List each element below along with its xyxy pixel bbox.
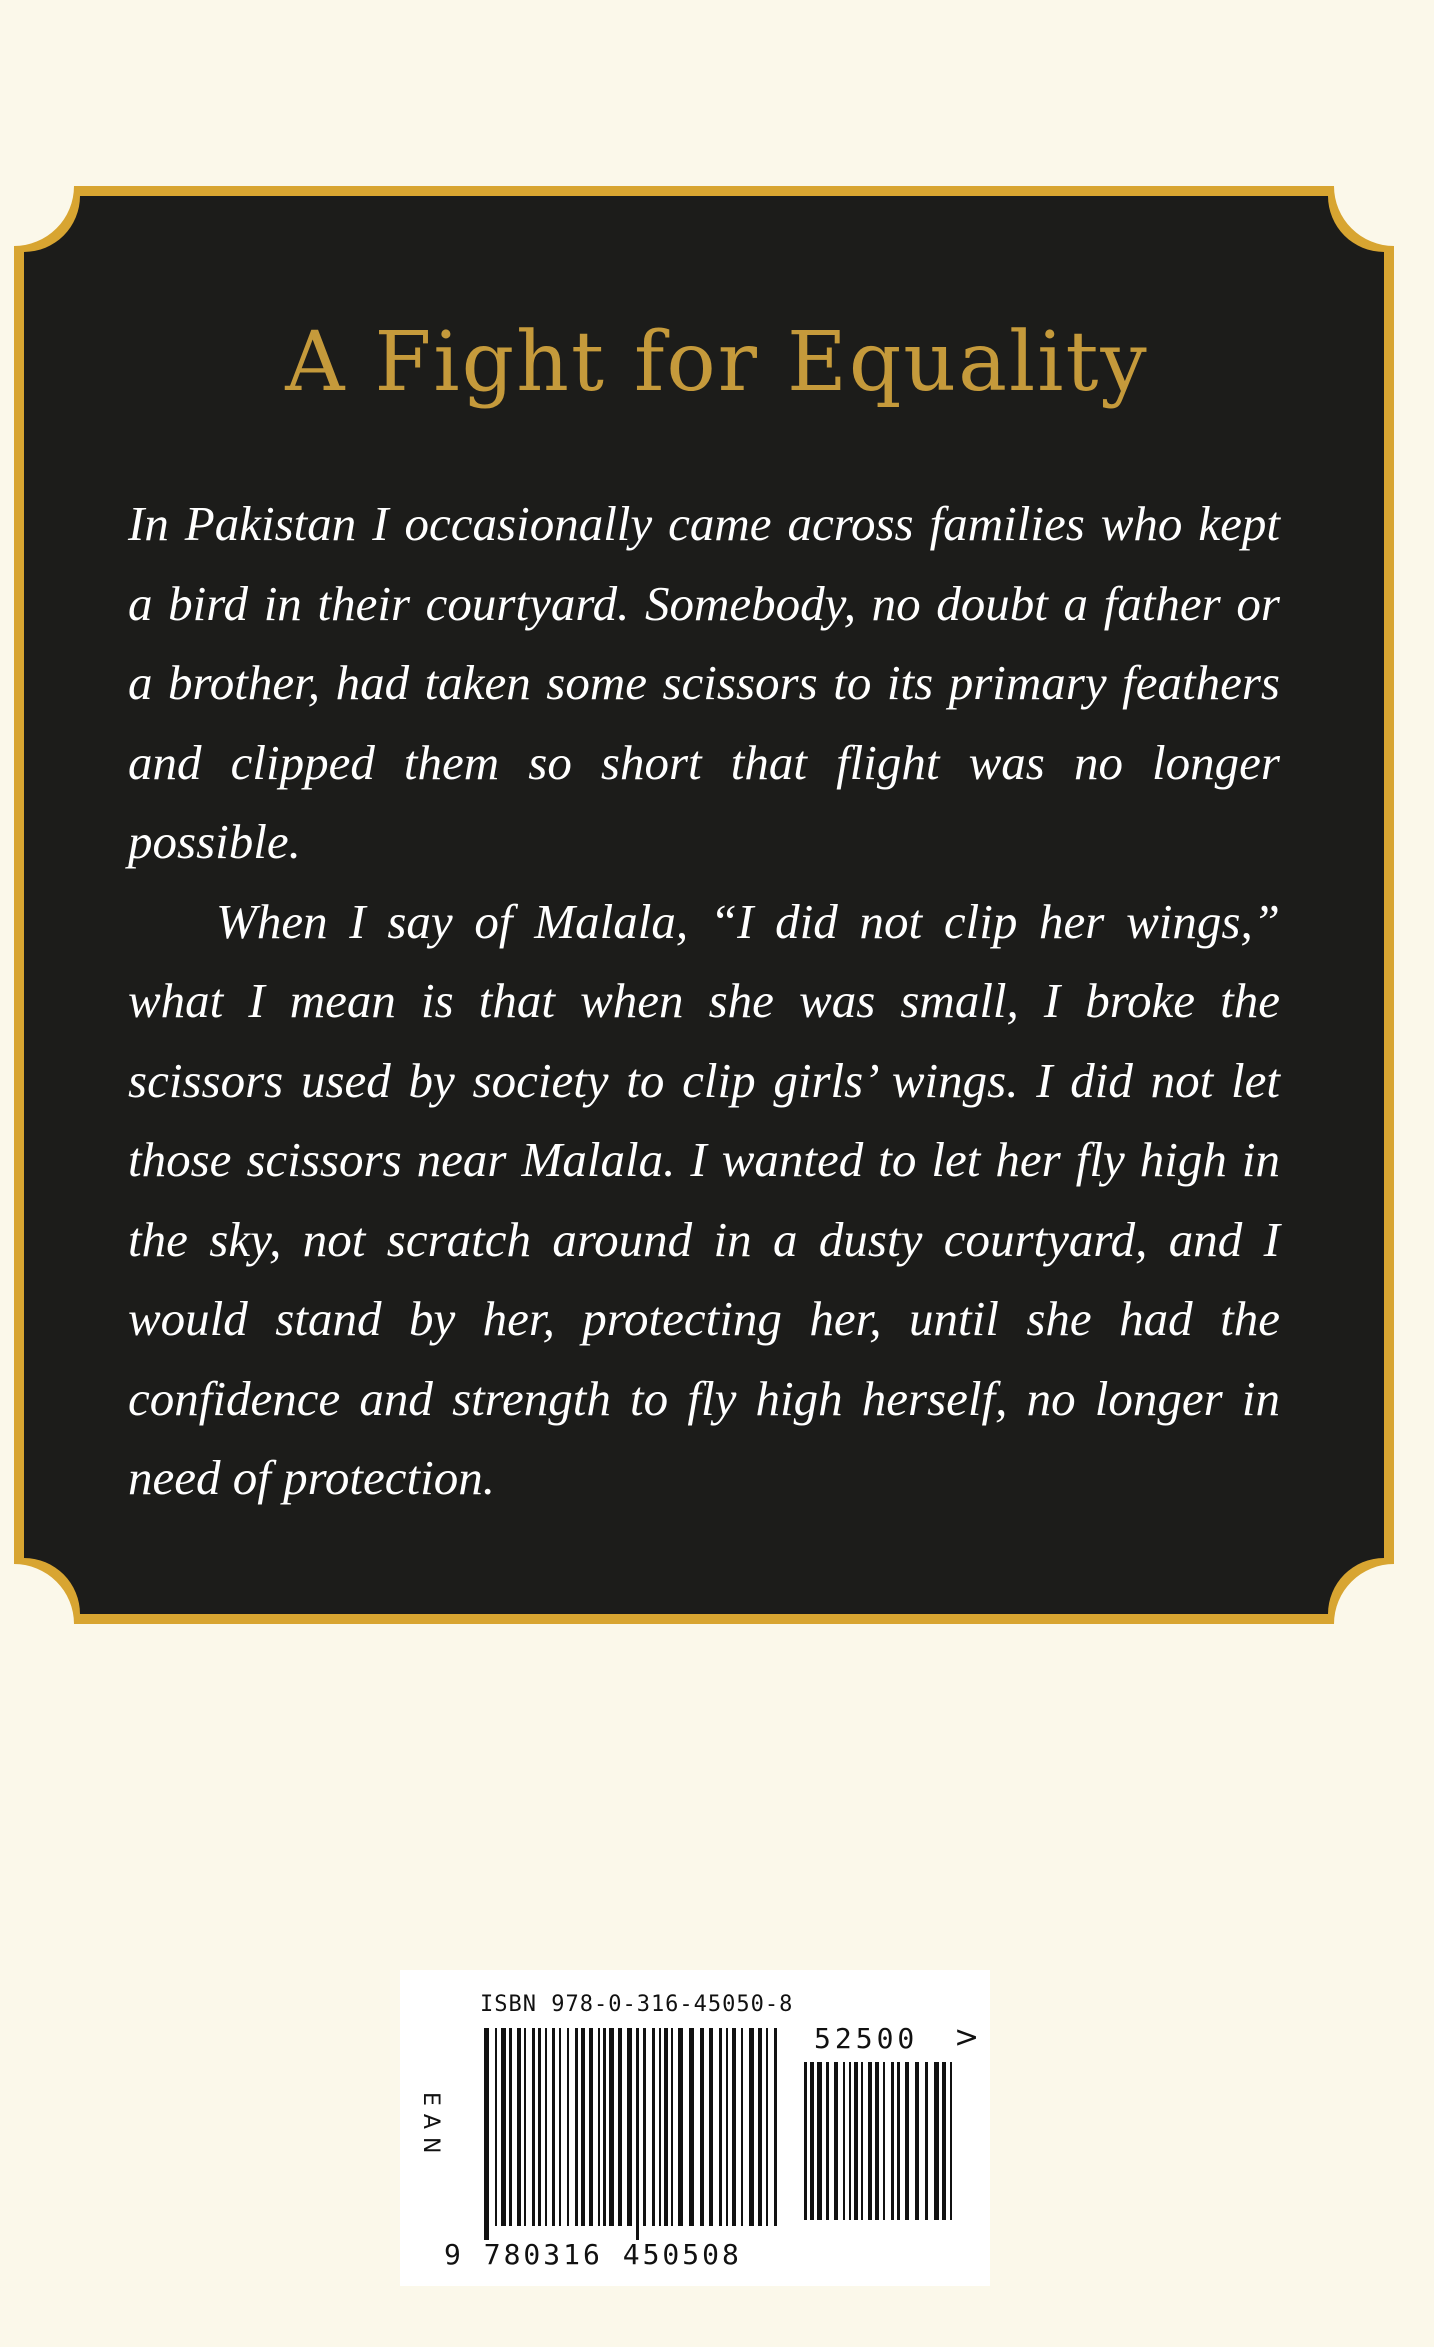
excerpt-paragraph-2: When I say of Malala, “I did not clip her wings,” what I mean is that when she was small, I broke the scissors used by society to clip girls’ wings. I did not let those scissors near Malala. I wanted to let her fly high in the sky, not scratch around in a dusty courtyard, and I would stand by her, protecting her, until she had the confidence and strength to fly high herself, no longer in need of protection.	[128, 893, 1280, 1505]
barcode-bar	[934, 2062, 939, 2220]
barcode-bar	[689, 2028, 694, 2226]
barcode-bar	[598, 2028, 600, 2226]
barcode-bar	[758, 2028, 762, 2226]
barcode-bar	[495, 2028, 497, 2226]
barcode-bar	[636, 2028, 639, 2240]
barcode-bar	[766, 2028, 768, 2226]
isbn-label: ISBN 978-0-316-45050-8	[480, 1992, 794, 2017]
barcode-bar	[545, 2028, 547, 2226]
barcode-bar	[810, 2062, 814, 2220]
barcode-bar	[509, 2028, 512, 2226]
barcode-bar	[804, 2062, 807, 2220]
barcode-bar	[843, 2062, 845, 2220]
barcode-bar	[875, 2062, 879, 2220]
barcode-block	[400, 1970, 990, 2286]
barcode-bar	[905, 2062, 909, 2220]
barcode-bar	[861, 2062, 863, 2220]
barcode-bar	[618, 2028, 622, 2226]
price-code: 52500	[814, 2022, 919, 2055]
barcode-bar	[925, 2062, 928, 2220]
barcode-bar	[567, 2028, 569, 2226]
excerpt-text	[128, 484, 1280, 1518]
ean-label: EAN	[418, 2092, 443, 2162]
barcode-bar	[749, 2028, 754, 2226]
barcode-bar	[484, 2028, 489, 2240]
price-arrow: >	[954, 2020, 980, 2055]
barcode-bar	[643, 2028, 646, 2226]
barcode-bar	[552, 2028, 555, 2226]
excerpt-paragraph-1: In Pakistan I occasionally came across families who kept a bird in their courtyard. Somebody, no doubt a father or a brother, had taken some scissors to its primary feathers and clipped them so short that flight was no longer possible.	[128, 496, 1280, 869]
barcode-bar	[627, 2028, 632, 2226]
barcode-bar	[581, 2028, 585, 2226]
barcode-bar	[854, 2062, 858, 2220]
barcode-bar	[915, 2062, 919, 2220]
barcode-bar	[891, 2062, 894, 2220]
barcode-bar	[652, 2028, 655, 2226]
barcode-bar	[575, 2028, 578, 2226]
barcode-bar	[849, 2062, 851, 2220]
barcode-bar	[726, 2028, 728, 2226]
barcode-bar	[671, 2028, 673, 2226]
barcode-bar	[609, 2028, 614, 2226]
barcode-bar	[524, 2028, 526, 2226]
ean-digits: 9 780316 450508	[444, 2238, 742, 2271]
barcode-bar	[719, 2028, 722, 2226]
barcode-bar	[589, 2028, 593, 2226]
barcode-bar	[532, 2028, 535, 2226]
barcode-bar	[834, 2062, 838, 2220]
barcode-bar	[732, 2028, 736, 2226]
barcode-bar	[603, 2028, 606, 2226]
barcode-bar	[538, 2028, 541, 2226]
addon-barcode-bars	[804, 2062, 952, 2234]
barcode-bar	[826, 2062, 829, 2220]
barcode-bar	[517, 2028, 521, 2226]
barcode-bar	[774, 2028, 777, 2226]
barcode-bar	[942, 2062, 946, 2220]
barcode-bar	[678, 2028, 683, 2226]
barcode-bar	[664, 2028, 668, 2226]
barcode-bar	[559, 2028, 561, 2226]
barcode-bar	[501, 2028, 506, 2226]
barcode-bar	[950, 2062, 952, 2220]
barcode-bar	[709, 2028, 713, 2226]
barcode-bar	[817, 2062, 822, 2220]
barcode-bar	[883, 2062, 885, 2220]
ean-barcode-bars	[484, 2028, 784, 2240]
panel-title: A Fight for Equality	[285, 315, 1149, 410]
barcode-bar	[897, 2062, 900, 2220]
barcode-bar	[741, 2028, 743, 2226]
barcode-bar	[700, 2028, 704, 2226]
barcode-bar	[659, 2028, 661, 2226]
barcode-bar	[868, 2062, 872, 2220]
